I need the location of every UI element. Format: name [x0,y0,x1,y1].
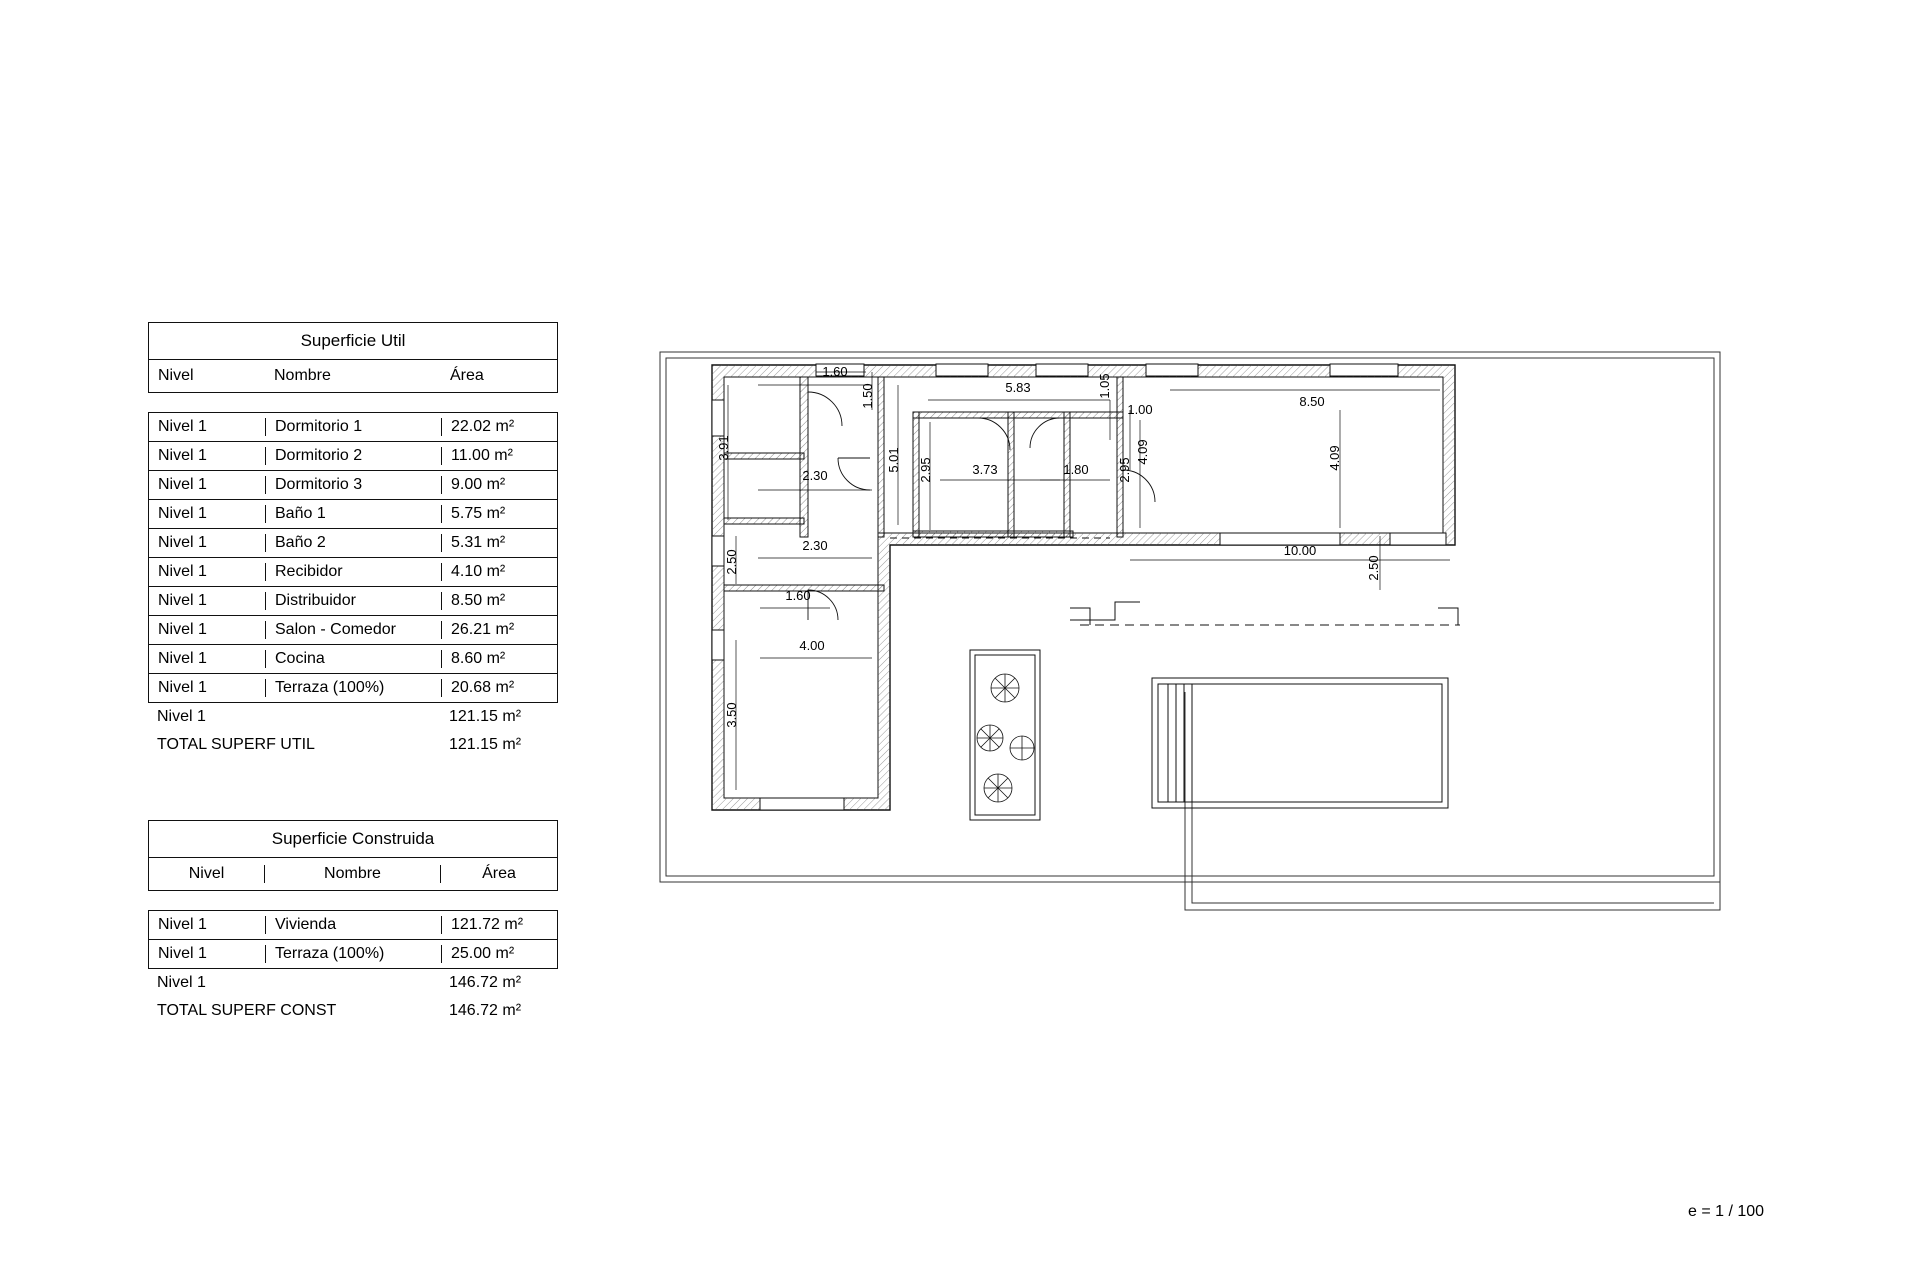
cell-nivel: Nivel 1 [158,418,207,435]
cell-nombre: Baño 2 [265,534,441,552]
util-header-nombre: Nombre [274,367,331,384]
dim-4-09-right: 4.09 [1327,445,1342,471]
dim-2-50-right: 2.50 [1366,555,1381,581]
cell-nivel: Nivel 1 [158,447,207,464]
cell-area: 25.00 m² [441,945,557,963]
total-area: 121.15 m² [449,736,522,753]
const-table-header-row [148,857,558,891]
dim-4-09-left: 4.09 [1135,439,1150,465]
cell-nivel: Nivel 1 [158,505,207,522]
cell-area: 26.21 m² [441,621,557,639]
cell-area: 4.10 m² [441,563,557,581]
util-header-area: Área [450,367,484,384]
table-row [149,674,557,703]
cell-nombre: Terraza (100%) [265,679,441,697]
dim-1-00: 1.00 [1127,402,1153,417]
util-table-body [148,412,558,703]
const-table-body [148,910,558,969]
const-table-title: Superficie Construida [148,820,558,857]
cell-nivel: Nivel 1 [158,945,207,962]
cell-area: 8.60 m² [441,650,557,668]
dim-1-80: 1.80 [1063,462,1089,477]
util-total-row [148,731,558,759]
subtotal-nivel: Nivel 1 [157,708,206,725]
dim-2-30-lower: 2.30 [802,538,828,553]
cell-nombre: Baño 1 [265,505,441,523]
dim-1-60-top: 1.60 [822,364,848,379]
cell-nombre: Dormitorio 2 [265,447,441,465]
dim-2-30-upper: 2.30 [802,468,828,483]
cell-area: 5.75 m² [441,505,557,523]
cell-area: 11.00 m² [441,447,557,465]
table-row [149,940,557,969]
dim-5-83: 5.83 [1005,380,1031,395]
util-table-title: Superficie Util [148,322,558,359]
cell-nivel: Nivel 1 [158,592,207,609]
cell-nombre: Dormitorio 3 [265,476,441,494]
table-row [149,645,557,674]
scale-note: e = 1 / 100 [1688,1203,1765,1220]
dim-3-73: 3.73 [972,462,998,477]
cell-nivel: Nivel 1 [158,916,207,933]
cell-nivel: Nivel 1 [158,534,207,551]
const-table-gap [148,891,558,910]
subtotal-area: 121.15 m² [449,708,522,725]
cell-nombre: Terraza (100%) [265,945,441,963]
cell-area: 5.31 m² [441,534,557,552]
const-total-row [148,997,558,1025]
dim-4-00: 4.00 [799,638,825,653]
cell-area: 8.50 m² [441,592,557,610]
const-header-nombre: Nombre [265,865,441,883]
cell-area: 9.00 m² [441,476,557,494]
subtotal-nivel: Nivel 1 [157,974,206,991]
dim-2-95-left: 2.95 [918,457,933,483]
const-subtotal-row [148,969,558,997]
dim-3-50: 3.50 [724,702,739,728]
cell-nombre: Distribuidor [265,592,441,610]
table-row [149,442,557,471]
cell-nivel: Nivel 1 [158,476,207,493]
table-row [149,558,557,587]
dim-2-95-right: 2.95 [1117,457,1132,483]
total-label: TOTAL SUPERF UTIL [157,736,315,753]
util-table-gap [148,393,558,412]
subtotal-area: 146.72 m² [449,974,522,991]
garden-planter [970,650,1040,820]
superficie-util-table [148,322,558,759]
swimming-pool [1152,678,1448,808]
cell-nombre: Recibidor [265,563,441,581]
cell-area: 121.72 m² [441,916,557,934]
util-subtotal-row [148,703,558,731]
interior-partitions [724,377,1123,591]
dim-1-05: 1.05 [1097,373,1112,399]
dim-8-50: 8.50 [1299,394,1325,409]
table-row [149,911,557,940]
cell-nivel: Nivel 1 [158,650,207,667]
dim-3-91: 3.91 [716,435,731,461]
const-header-nivel: Nivel [149,865,265,883]
total-label: TOTAL SUPERF CONST [157,1002,337,1019]
dimension-lines [728,372,1450,790]
dim-1-60-lower: 1.60 [785,588,811,603]
cell-nombre: Dormitorio 1 [265,418,441,436]
table-row [149,587,557,616]
cell-nombre: Vivienda [265,916,441,934]
table-row [149,616,557,645]
floor-plan-drawing [640,340,1750,1040]
dim-5-01: 5.01 [886,447,901,473]
util-header-nivel: Nivel [158,367,194,384]
cell-nombre: Cocina [265,650,441,668]
cell-area: 22.02 m² [441,418,557,436]
cell-nombre: Salon - Comedor [265,621,441,639]
table-row [149,529,557,558]
cell-nivel: Nivel 1 [158,563,207,580]
cell-nivel: Nivel 1 [158,679,207,696]
dim-1-50: 1.50 [860,383,875,409]
total-area: 146.72 m² [449,1002,522,1019]
table-row [149,413,557,442]
dim-10-00: 10.00 [1283,543,1317,558]
const-header-area: Área [482,865,516,882]
table-row [149,471,557,500]
table-row [149,500,557,529]
superficie-construida-table [148,820,558,1025]
util-table-header-row [148,359,558,393]
dimension-labels [716,364,1381,728]
plot-boundary [660,352,1720,910]
cell-nivel: Nivel 1 [158,621,207,638]
dim-2-50-left: 2.50 [724,549,739,575]
cell-area: 20.68 m² [441,679,557,697]
